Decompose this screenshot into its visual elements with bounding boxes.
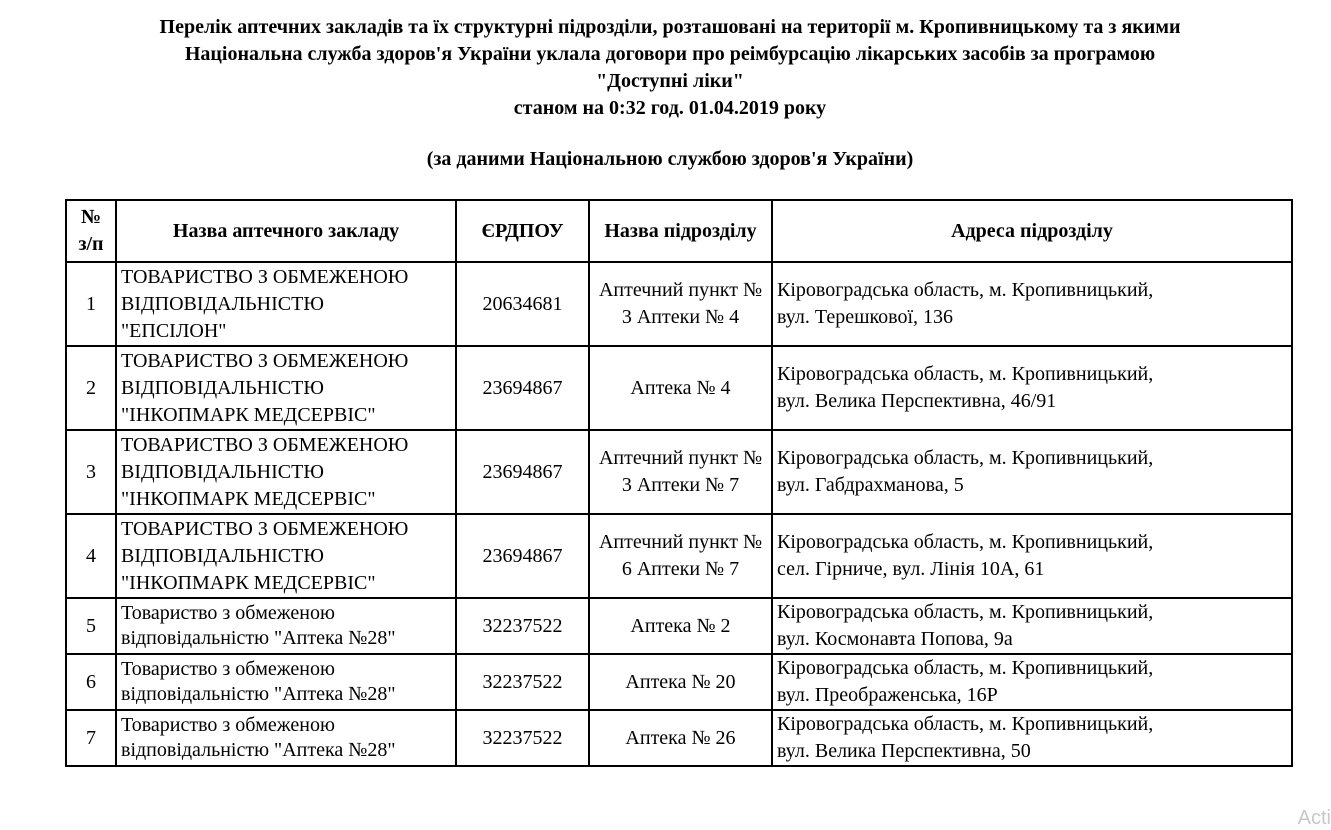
cell-address bbox=[772, 598, 1292, 654]
cell-unit bbox=[589, 710, 772, 766]
org-line: ВІДПОВІДАЛЬНІСТЮ bbox=[121, 376, 324, 399]
address-line: Кіровоградська область, м. Кропивницький, bbox=[777, 531, 1154, 553]
address-line: вул. Терешкової, 136 bbox=[777, 306, 954, 328]
org-line: відповідальністю "Аптека №28" bbox=[121, 683, 396, 705]
address-line: вул. Габдрахманова, 5 bbox=[777, 474, 964, 496]
cell-code: 20634681 bbox=[456, 262, 589, 346]
cell-address bbox=[772, 430, 1292, 514]
document-title bbox=[40, 14, 1300, 122]
cell-org bbox=[116, 710, 456, 766]
table-row bbox=[66, 346, 1292, 430]
title-line: Національна служба здоров'я України уклала договори про реімбурсацію лікарських засобів за програмою bbox=[184, 43, 1156, 65]
unit-line: Аптечний пункт № bbox=[598, 279, 763, 301]
table-header-row bbox=[66, 200, 1292, 262]
org-line: "ЕПСІЛОН" bbox=[121, 319, 227, 342]
header-num bbox=[66, 200, 116, 262]
unit-line: 6 Аптеки № 7 bbox=[621, 558, 740, 580]
org-line: ТОВАРИСТВО З ОБМЕЖЕНОЮ bbox=[121, 517, 409, 540]
cell-address bbox=[772, 654, 1292, 710]
cell-num: 7 bbox=[66, 710, 116, 766]
org-line: "ІНКОПМАРК МЕДСЕРВІС" bbox=[121, 403, 376, 426]
org-line: ТОВАРИСТВО З ОБМЕЖЕНОЮ bbox=[121, 433, 409, 456]
header-num-line2: з/п bbox=[78, 233, 104, 255]
org-line: "ІНКОПМАРК МЕДСЕРВІС" bbox=[121, 571, 376, 594]
unit-line: Аптека № 4 bbox=[630, 376, 731, 399]
cell-code: 23694867 bbox=[456, 430, 589, 514]
cell-org bbox=[116, 262, 456, 346]
title-line: Перелік аптечних закладів та їх структурні підрозділи, розташовані на території м. Кропивницькому та з якими bbox=[159, 16, 1181, 38]
cell-code: 32237522 bbox=[456, 710, 589, 766]
org-line: ВІДПОВІДАЛЬНІСТЮ bbox=[121, 460, 324, 483]
address-line: вул. Преображенська, 16Р bbox=[777, 684, 998, 706]
unit-line: Аптечний пункт № bbox=[598, 531, 763, 553]
address-line: Кіровоградська область, м. Кропивницький, bbox=[777, 601, 1154, 623]
header-unit: Назва підрозділу bbox=[589, 200, 772, 262]
cell-num: 1 bbox=[66, 262, 116, 346]
address-line: Кіровоградська область, м. Кропивницький, bbox=[777, 657, 1154, 679]
cell-org bbox=[116, 598, 456, 654]
cell-address bbox=[772, 514, 1292, 598]
table-row bbox=[66, 262, 1292, 346]
cell-unit bbox=[589, 430, 772, 514]
activation-watermark: Acti bbox=[1297, 807, 1331, 829]
title-line: "Доступні ліки" bbox=[596, 70, 744, 92]
org-line: Товариство з обмеженою bbox=[121, 602, 335, 624]
address-line: Кіровоградська область, м. Кропивницький, bbox=[777, 363, 1154, 385]
header-num-line1: № bbox=[80, 206, 102, 228]
cell-num: 3 bbox=[66, 430, 116, 514]
header-org: Назва аптечного закладу bbox=[116, 200, 456, 262]
unit-line: 3 Аптеки № 4 bbox=[621, 306, 740, 328]
cell-address bbox=[772, 346, 1292, 430]
cell-org bbox=[116, 654, 456, 710]
cell-address bbox=[772, 262, 1292, 346]
org-line: ВІДПОВІДАЛЬНІСТЮ bbox=[121, 292, 324, 315]
table-row bbox=[66, 710, 1292, 766]
cell-num: 4 bbox=[66, 514, 116, 598]
header-address: Адреса підрозділу bbox=[772, 200, 1292, 262]
org-line: Товариство з обмеженою bbox=[121, 714, 335, 736]
org-line: ТОВАРИСТВО З ОБМЕЖЕНОЮ bbox=[121, 265, 409, 288]
document-subtitle: (за даними Національною службою здоров'я України) bbox=[426, 148, 914, 170]
cell-org bbox=[116, 346, 456, 430]
address-line: сел. Гірниче, вул. Лінія 10А, 61 bbox=[777, 558, 1045, 580]
cell-address bbox=[772, 710, 1292, 766]
cell-unit bbox=[589, 598, 772, 654]
org-line: Товариство з обмеженою bbox=[121, 658, 335, 680]
org-line: ТОВАРИСТВО З ОБМЕЖЕНОЮ bbox=[121, 349, 409, 372]
title-line: станом на 0:32 год. 01.04.2019 року bbox=[513, 97, 827, 119]
cell-code: 23694867 bbox=[456, 514, 589, 598]
cell-code: 32237522 bbox=[456, 654, 589, 710]
cell-num: 2 bbox=[66, 346, 116, 430]
unit-line: Аптека № 26 bbox=[625, 726, 736, 749]
address-line: Кіровоградська область, м. Кропивницький, bbox=[777, 713, 1154, 735]
org-line: відповідальністю "Аптека №28" bbox=[121, 739, 396, 761]
table-row bbox=[66, 514, 1292, 598]
cell-unit bbox=[589, 514, 772, 598]
table-row bbox=[66, 430, 1292, 514]
address-line: Кіровоградська область, м. Кропивницький, bbox=[777, 447, 1154, 469]
table-row bbox=[66, 598, 1292, 654]
cell-num: 5 bbox=[66, 598, 116, 654]
unit-line: Аптека № 20 bbox=[625, 670, 736, 693]
header-code: ЄРДПОУ bbox=[456, 200, 589, 262]
address-line: вул. Велика Перспективна, 50 bbox=[777, 740, 1031, 762]
pharmacy-table bbox=[65, 199, 1293, 767]
cell-org bbox=[116, 514, 456, 598]
table-row bbox=[66, 654, 1292, 710]
cell-code: 32237522 bbox=[456, 598, 589, 654]
org-line: відповідальністю "Аптека №28" bbox=[121, 627, 396, 649]
unit-line: Аптечний пункт № bbox=[598, 447, 763, 469]
table-body bbox=[66, 262, 1292, 766]
org-line: ВІДПОВІДАЛЬНІСТЮ bbox=[121, 544, 324, 567]
cell-code: 23694867 bbox=[456, 346, 589, 430]
cell-org bbox=[116, 430, 456, 514]
cell-unit bbox=[589, 346, 772, 430]
cell-unit bbox=[589, 262, 772, 346]
address-line: Кіровоградська область, м. Кропивницький, bbox=[777, 279, 1154, 301]
unit-line: 3 Аптеки № 7 bbox=[621, 474, 740, 496]
cell-num: 6 bbox=[66, 654, 116, 710]
unit-line: Аптека № 2 bbox=[630, 614, 731, 637]
address-line: вул. Космонавта Попова, 9а bbox=[777, 628, 1013, 650]
address-line: вул. Велика Перспективна, 46/91 bbox=[777, 390, 1057, 412]
org-line: "ІНКОПМАРК МЕДСЕРВІС" bbox=[121, 487, 376, 510]
cell-unit bbox=[589, 654, 772, 710]
